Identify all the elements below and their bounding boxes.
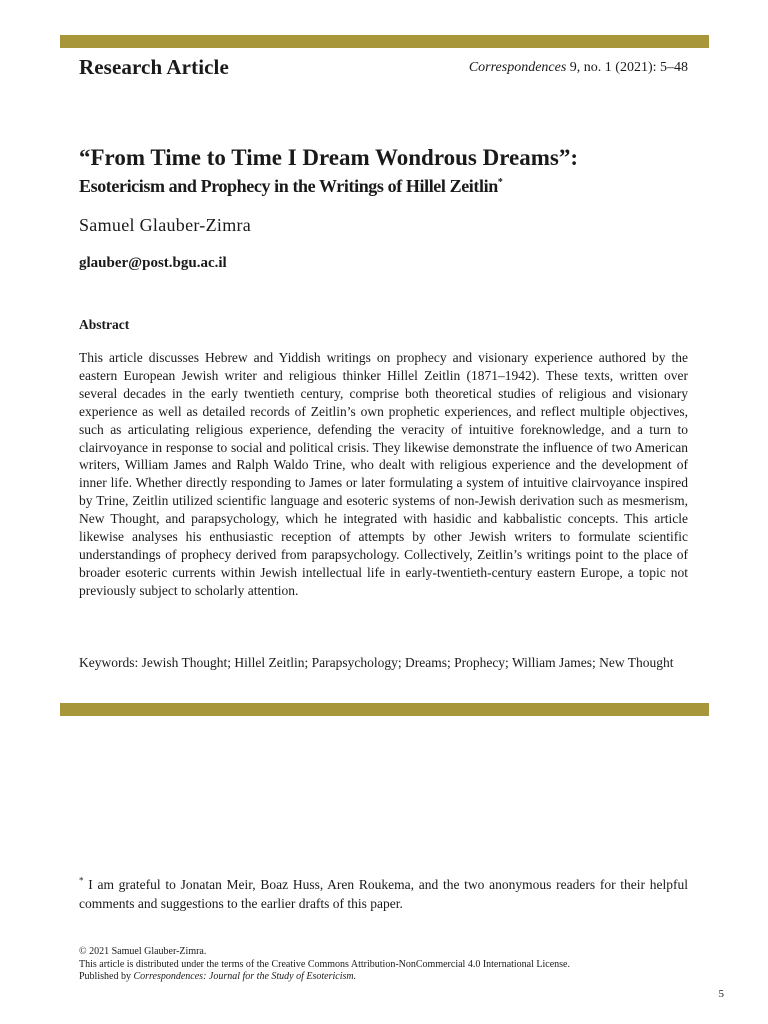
page-number: 5 xyxy=(718,988,724,1000)
publisher-journal-name: Correspondences: Journal for the Study of Esotericism. xyxy=(133,971,357,983)
publisher-line xyxy=(79,971,699,984)
acknowledgement-footnote xyxy=(79,875,688,913)
journal-citation xyxy=(469,60,688,76)
article-title: “From Time to Time I Dream Wondrous Dreams”: xyxy=(79,145,578,170)
citation-volume-pages: 9, no. 1 (2021): 5–48 xyxy=(566,60,688,75)
article-type-label: Research Article xyxy=(79,55,229,79)
footnote-text: I am grateful to Jonatan Meir, Boaz Huss, Aren Roukema, and the two anonymous readers for their helpful comments and suggestions to the earlier drafts of this paper. xyxy=(79,877,688,911)
article-subtitle xyxy=(79,176,699,197)
publisher-prefix: Published by xyxy=(79,971,134,983)
license-terms-line: This article is distributed under the terms of the Creative Commons Attribution-NonCommercial 4.0 International License. xyxy=(79,958,570,970)
keywords-line: Keywords: Jewish Thought; Hillel Zeitlin; Parapsychology; Dreams; Prophecy; William James; New Thought xyxy=(79,655,674,670)
bottom-decorative-rule xyxy=(60,703,709,716)
article-subtitle-text: Esotericism and Prophecy in the Writings of Hillel Zeitlin xyxy=(79,176,498,196)
abstract-heading: Abstract xyxy=(79,317,130,332)
author-email[interactable]: glauber@post.bgu.ac.il xyxy=(79,255,227,271)
abstract-body: This article discusses Hebrew and Yiddish writings on prophecy and visionary experience authored by the eastern European Jewish writer and religious thinker Hillel Zeitlin (1871–1942). These texts, written over several decades in the early twentieth century, comprise both theoretical studies of religious and visionary experience as well as detailed records of Zeitlin’s own prophetic experiences, and reflect multiple objectives, such as articulating religious experience, defending the veracity of intuitive foreknowledge, and a turn to clairvoyance in response to social and political crisis. They likewise demonstrate the influence of two American writers, William James and Ralph Waldo Trine, who dealt with religious experience and the development of inner life. Whether directly responding to James or later formulating a system of intuitive clairvoyance inspired by Trine, Zeitlin utilized scientific language and esoteric systems of non-Jewish derivation such as mesmerism, New Thought, and parapsychology, which he integrated with hasidic and kabbalistic concepts. This article likewise analyses his enthusiastic reception of attempts by other Jewish writers to formulate scientific understandings of prophecy derived from parapsychology. Collectively, Zeitlin’s writings point to the place of broader esoteric currents within Jewish intellectual life in early-twentieth-century eastern Europe, a topic not previously subject to scholarly attention. xyxy=(79,350,688,598)
author-name: Samuel Glauber-Zimra xyxy=(79,215,252,235)
copyright-line: © 2021 Samuel Glauber-Zimra. xyxy=(79,946,207,957)
footnote-reference-marker[interactable]: * xyxy=(497,177,503,188)
citation-journal-name: Correspondences xyxy=(468,60,567,75)
footnote-marker: * xyxy=(79,875,84,886)
top-decorative-rule xyxy=(60,35,709,48)
license-block xyxy=(79,946,699,984)
